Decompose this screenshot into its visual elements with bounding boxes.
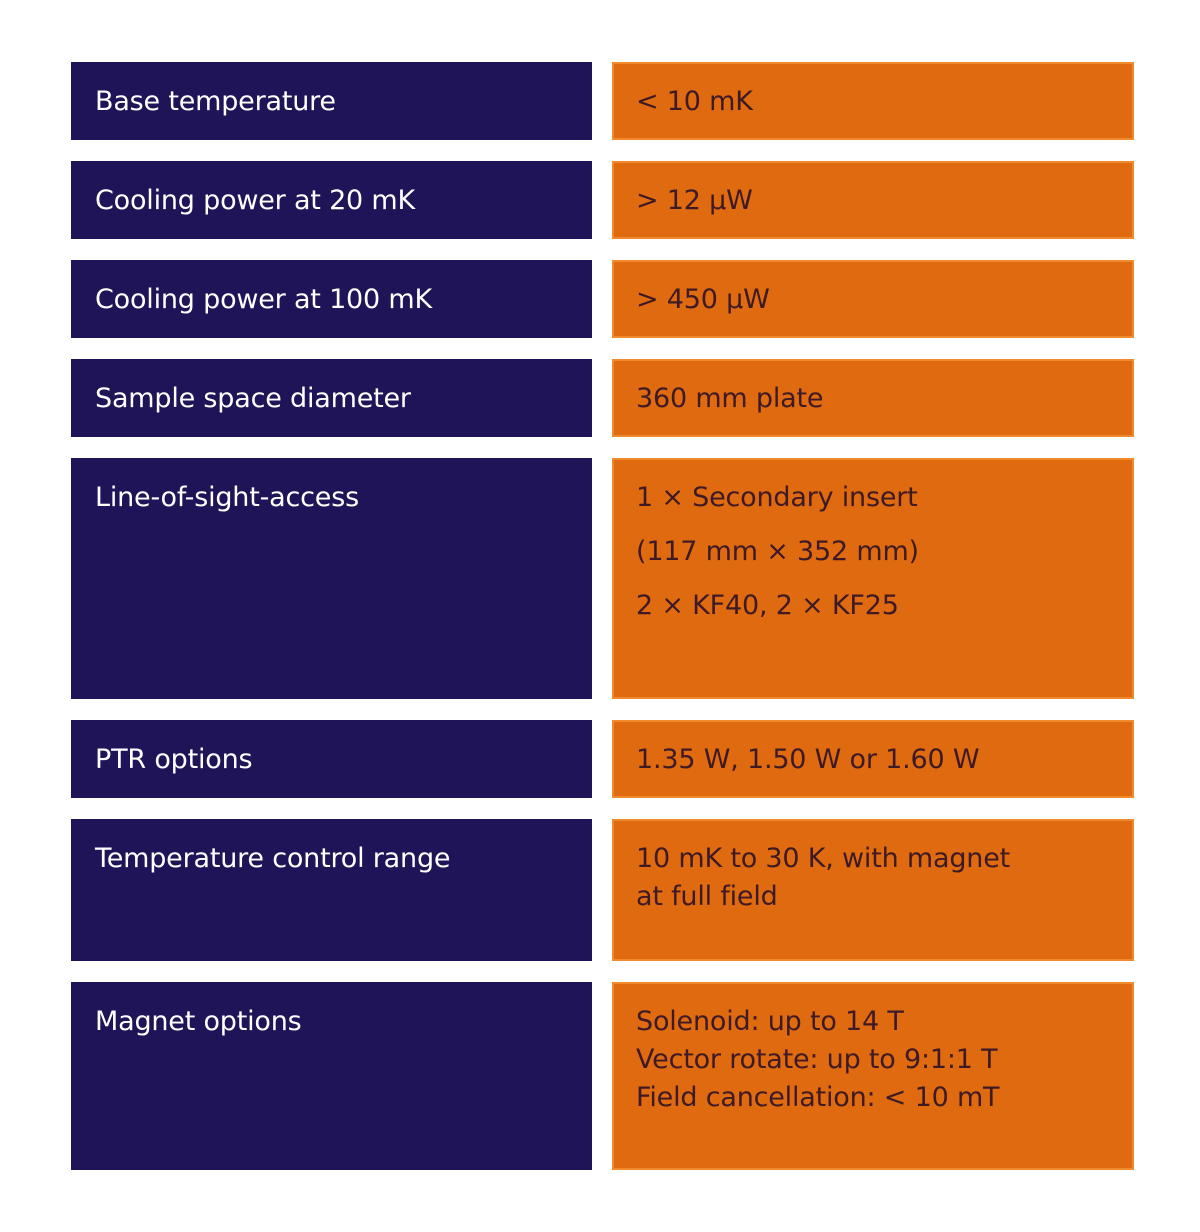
spec-label: [71, 819, 592, 961]
spec-label-text: Sample space diameter: [95, 383, 411, 414]
spec-value-text: Solenoid: up to 14 T: [636, 1006, 904, 1037]
spec-value: [612, 359, 1134, 437]
spec-label-text: Base temperature: [95, 86, 336, 117]
spec-label-text: Cooling power at 20 mK: [95, 185, 416, 216]
spec-label-text: Cooling power at 100 mK: [95, 284, 433, 315]
spec-label-text: Temperature control range: [95, 843, 451, 874]
spec-value: [612, 819, 1134, 961]
spec-value: [612, 982, 1134, 1170]
spec-row-magnet-options: [71, 982, 1134, 1170]
spec-label: [71, 982, 592, 1170]
spec-row-sample-space-diameter: [71, 359, 1134, 437]
spec-table: [71, 62, 1134, 1170]
spec-row-ptr-options: [71, 720, 1134, 798]
spec-value: [612, 720, 1134, 798]
spec-value-text: 1.35 W, 1.50 W or 1.60 W: [636, 744, 980, 775]
spec-value-text: (117 mm × 352 mm): [636, 536, 919, 567]
spec-value-text: at full field: [636, 881, 778, 912]
spec-value-text: 360 mm plate: [636, 383, 824, 414]
spec-value-text: > 450 µW: [636, 284, 770, 315]
spec-label: [71, 458, 592, 699]
spec-value: [612, 62, 1134, 140]
spec-value: [612, 161, 1134, 239]
spec-row-line-of-sight-access: [71, 458, 1134, 699]
spec-value: [612, 260, 1134, 338]
spec-label: [71, 161, 592, 239]
spec-label-text: Magnet options: [95, 1006, 302, 1037]
spec-label-text: PTR options: [95, 744, 253, 775]
spec-value: [612, 458, 1134, 699]
spec-value-text: < 10 mK: [636, 86, 753, 117]
spec-row-cooling-power-100mk: [71, 260, 1134, 338]
spec-value-text: 2 × KF40, 2 × KF25: [636, 590, 899, 621]
spec-label: [71, 359, 592, 437]
spec-value-text: Field cancellation: < 10 mT: [636, 1082, 1000, 1113]
spec-row-cooling-power-20mk: [71, 161, 1134, 239]
spec-value-text: > 12 µW: [636, 185, 753, 216]
spec-value-text: 1 × Secondary insert: [636, 482, 918, 513]
spec-label: [71, 62, 592, 140]
spec-label-text: Line-of-sight-access: [95, 482, 359, 513]
spec-row-temperature-control-range: [71, 819, 1134, 961]
spec-row-base-temperature: [71, 62, 1134, 140]
spec-value-text: Vector rotate: up to 9:1:1 T: [636, 1044, 998, 1075]
spec-label: [71, 260, 592, 338]
spec-value-text: 10 mK to 30 K, with magnet: [636, 843, 1010, 874]
spec-label: [71, 720, 592, 798]
